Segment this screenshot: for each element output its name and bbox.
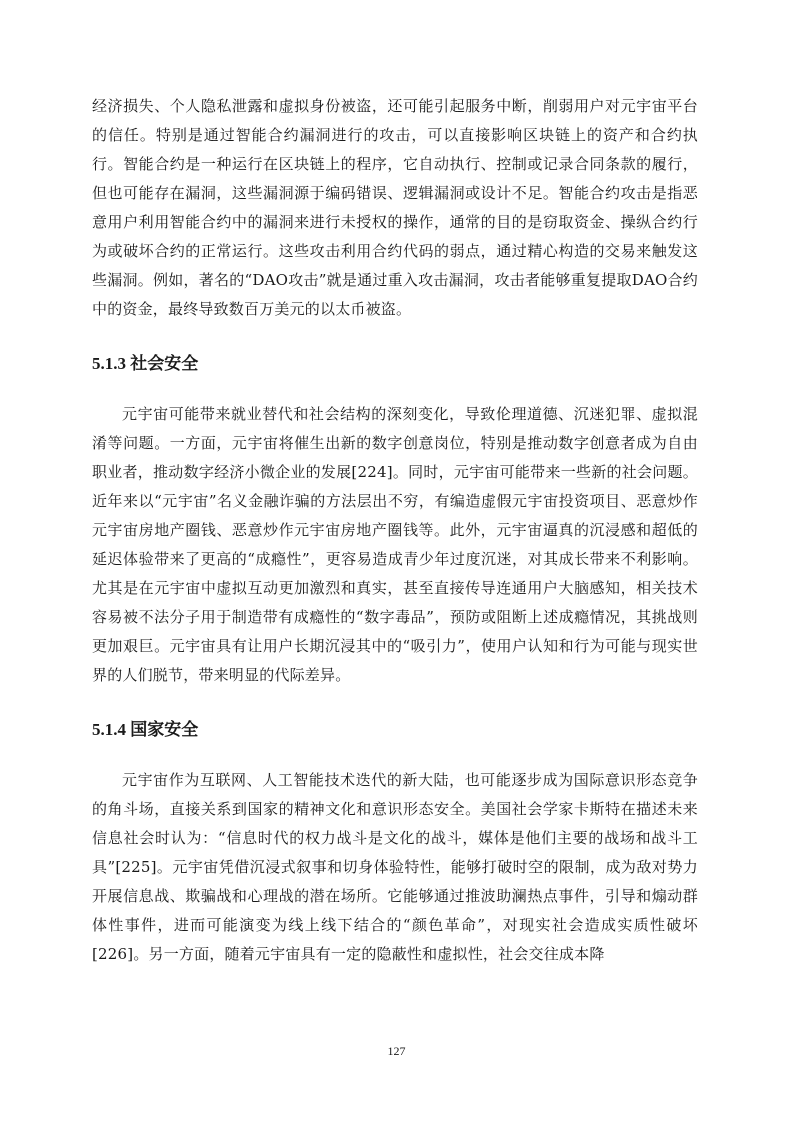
page-number: 127 [387, 1044, 406, 1058]
section-heading-national-security: 5.1.4 国家安全 [92, 720, 199, 739]
paragraph-smart-contract-attacks: 经济损失、个人隐私泄露和虚拟身份被盗，还可能引起服务中断，削弱用户对元宇宙平台的信任。特别是通过智能合约漏洞进行的攻击，可以直接影响区块链上的资产和合约执行。智能合约是一种运行在区块链上的程序，它自动执行、控制或记录合同条款的履行，但也可能存在漏洞，这些漏洞源于编码错误、逻辑漏洞或设计不足。智能合约攻击是指恶意用户利用智能合约中的漏洞来进行未授权的操作，通常的目的是窃取资金、操纵合约行为或破坏合约的正常运行。这些攻击利用合约代码的弱点，通过精心构造的交易来触发这些漏洞。例如，著名的“DAO攻击”就是通过重入攻击漏洞，攻击者能够重复提取DAO合约中的资金，最终导致数百万美元的以太币被盗。 [92, 97, 698, 318]
paragraph-social-security: 元宇宙可能带来就业替代和社会结构的深刻变化，导致伦理道德、沉迷犯罪、虚拟混淆等问题。一方面，元宇宙将催生出新的数字创意岗位，特别是推动数字创意者成为自由职业者，推动数字经济小微企业的发展[224]。同时，元宇宙可能带来一些新的社会问题。近年来以“元宇宙”名义金融诈骗的方法层出不穷，有编造虚假元宇宙投资项目、恶意炒作元宇宙房地产圈钱、恶意炒作元宇宙房地产圈钱等。此外，元宇宙逼真的沉浸感和超低的延迟体验带来了更高的“成瘾性”，更容易造成青少年过度沉迷，对其成长带来不利影响。尤其是在元宇宙中虚拟互动更加激烈和真实，甚至直接传导连通用户大脑感知，相关技术容易被不法分子用于制造带有成瘾性的“数字毒品”，预防或阻断上述成瘾情况，其挑战则更加艰巨。元宇宙具有让用户长期沉浸其中的“吸引力”，使用户认知和行为可能与现实世界的人们脱节，带来明显的代际差异。 [92, 405, 698, 684]
section-heading-social-security: 5.1.3 社会安全 [92, 354, 199, 373]
page-content [92, 92, 698, 969]
paragraph-national-security: 元宇宙作为互联网、人工智能技术迭代的新大陆，也可能逐步成为国际意识形态竞争的角斗场，直接关系到国家的精神文化和意识形态安全。美国社会学家卡斯特在描述未来信息社会时认为：“信息时代的权力战斗是文化的战斗，媒体是他们主要的战场和战斗工具”[225]。元宇宙凭借沉浸式叙事和切身体验特性，能够打破时空的限制，成为敌对势力开展信息战、欺骗战和心理战的潜在场所。它能够通过推波助澜热点事件，引导和煽动群体性事件，进而可能演变为线上线下结合的“颜色革命”，对现实社会造成实质性破坏[226]。另一方面，随着元宇宙具有一定的隐蔽性和虚拟性，社会交往成本降 [92, 771, 698, 963]
